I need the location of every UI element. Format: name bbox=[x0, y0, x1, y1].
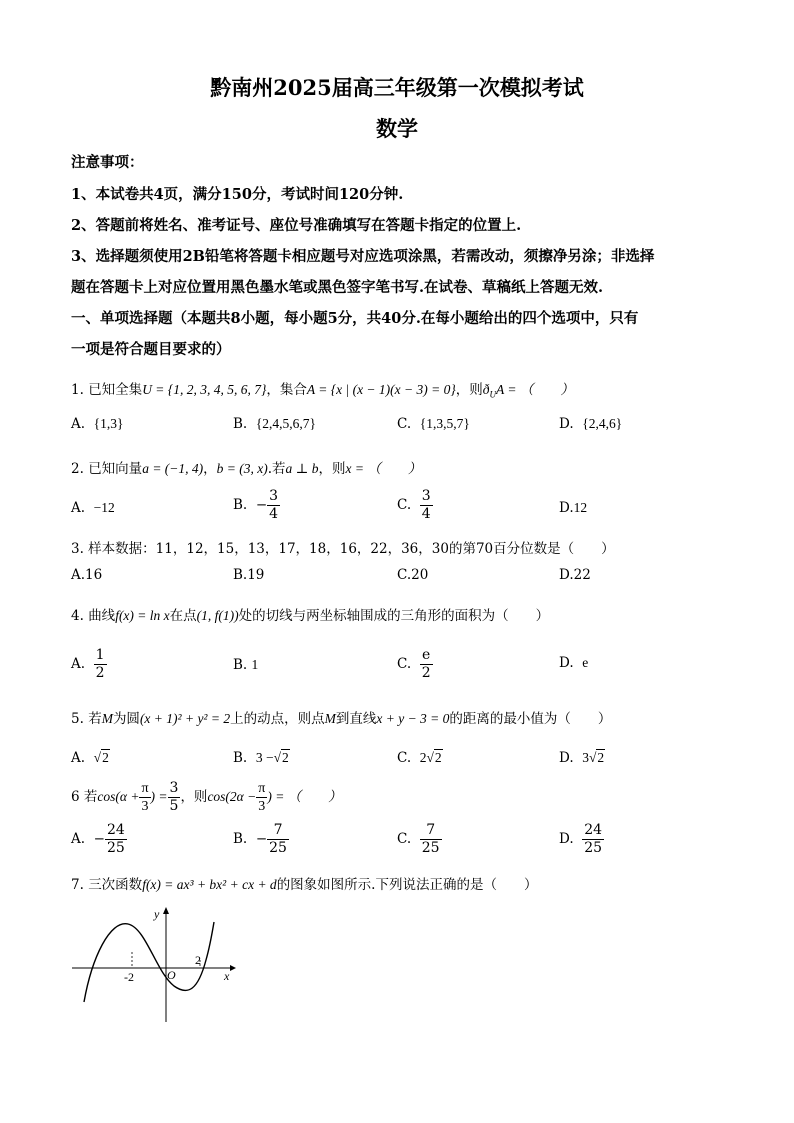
q2-option-d[interactable]: D.12 bbox=[559, 500, 588, 516]
q5-circle-equation: (x + 1)² + y² = 2 bbox=[139, 711, 231, 726]
q4-option-b-value: 1 bbox=[251, 657, 259, 672]
question-7 bbox=[71, 873, 537, 893]
q4-text-1: 曲线 bbox=[88, 608, 116, 624]
q5-text-1: 若 bbox=[88, 711, 102, 727]
q2-option-c-fraction: $\frac{3}{4}$ bbox=[421, 488, 431, 522]
q2-option-c[interactable]: C. $\frac{3}{4}$ bbox=[397, 488, 431, 522]
q5-point-m-2: M bbox=[324, 711, 336, 726]
origin-label: O bbox=[167, 968, 176, 982]
tick-left-label: -2 bbox=[124, 970, 134, 984]
question-4 bbox=[71, 604, 549, 624]
q6-option-d-fraction: $\frac{24}{25}$ bbox=[584, 822, 603, 856]
question-6: 6 若cos(α + $\frac{\pi}{3}$ ) = $\frac{3}{5}$ ，则cos(2α − $\frac{\pi}{3}$ ) = （ ） bbox=[71, 780, 342, 814]
q5-option-b[interactable]: B. 3 −√2 bbox=[233, 750, 289, 766]
y-axis-arrow bbox=[163, 907, 169, 914]
q4-function: f(x) = ln x bbox=[115, 608, 170, 623]
question-2: 2. 已知向量a = (−1, 4)，b = (3, x).若a ⊥ b，则x = （ ） bbox=[71, 461, 422, 477]
q7-text-2: 的图象如图所示.下列说法正确的是（ ） bbox=[276, 877, 538, 893]
q1-text-3: ，则 bbox=[455, 382, 483, 398]
q2-vector-a: a = (−1, 4) bbox=[142, 461, 204, 476]
q7-cubic-graph bbox=[70, 902, 240, 1027]
q4-option-d[interactable]: D. e bbox=[559, 655, 589, 671]
x-axis-arrow bbox=[230, 965, 236, 971]
q3-option-d-value: 22 bbox=[573, 567, 591, 583]
tick-right-label: 2 bbox=[195, 953, 201, 967]
q6-pi-over-3-first: $\frac{\pi}{3}$ bbox=[141, 781, 149, 814]
q1-option-d[interactable]: D. {2,4,6} bbox=[559, 416, 623, 432]
q6-option-c-fraction: $\frac{7}{25}$ bbox=[421, 822, 440, 856]
q1-set-a: A = {x | (x − 1)(x − 3) = 0} bbox=[306, 382, 456, 397]
q2-option-b-fraction: $\frac{3}{4}$ bbox=[269, 488, 279, 522]
q1-option-b[interactable]: B. {2,4,5,6,7} bbox=[233, 416, 317, 432]
section-1-heading-line-1: 一、单项选择题（本题共8小题，每小题5分，共40分.在每小题给出的四个选项中，只有 bbox=[71, 310, 639, 327]
notice-item-3-line-1: 3、选择题须使用2B铅笔将答题卡相应题号对应选项涂黑，若需改动，须擦净另涂；非选择 bbox=[71, 248, 655, 265]
question-3: 3. 样本数据：11，12，15，13，17，18，16，22，36，30的第70百分位数是（ ） bbox=[71, 541, 615, 557]
q6-option-b[interactable]: B. − $\frac{7}{25}$ bbox=[233, 822, 287, 856]
notice-item-2: 2、答题前将姓名、准考证号、座位号准确填写在答题卡指定的位置上. bbox=[71, 217, 522, 234]
q5-option-c[interactable]: C. 2√2 bbox=[397, 750, 442, 766]
q5-option-b-value: 3 −√2 bbox=[255, 750, 289, 765]
q3-option-b[interactable]: B.19 bbox=[233, 567, 265, 583]
q5-option-d-value: 3√2 bbox=[582, 750, 605, 765]
q6-option-a[interactable]: A. − $\frac{24}{25}$ bbox=[71, 822, 125, 856]
q2-text-2: 若 bbox=[272, 461, 286, 477]
q1-complement-symbol: $ð_U$ bbox=[482, 382, 497, 400]
subject-title: 数学 bbox=[376, 116, 418, 141]
q2-option-a-value: −12 bbox=[93, 500, 115, 515]
q6-given-value: $\frac{3}{5}$ bbox=[169, 780, 179, 814]
q7-function: f(x) = ax³ + bx² + cx + d bbox=[142, 877, 277, 892]
q4-option-a[interactable]: A. $\frac{1}{2}$ bbox=[71, 647, 105, 681]
q2-text-3: ，则 bbox=[318, 461, 346, 477]
q1-option-c[interactable]: C. {1,3,5,7} bbox=[397, 416, 470, 432]
notice-item-3-line-2: 题在答题卡上对应位置用黑色墨水笔或黑色签字笔书写.在试卷、草稿纸上答题无效. bbox=[71, 279, 604, 296]
q4-text-3: 处的切线与两坐标轴围成的三角形的面积为（ ） bbox=[238, 608, 550, 624]
q5-text-5: 的距离的最小值为（ ） bbox=[449, 711, 612, 727]
q3-option-c[interactable]: C.20 bbox=[397, 567, 429, 583]
notice-heading: 注意事项： bbox=[71, 154, 144, 171]
q4-option-b[interactable]: B. 1 bbox=[233, 657, 259, 673]
q5-option-c-value: 2√2 bbox=[419, 750, 442, 765]
q6-option-d[interactable]: D. $\frac{24}{25}$ bbox=[559, 822, 603, 856]
notice-item-1: 1、本试卷共4页，满分150分，考试时间120分钟. bbox=[71, 186, 404, 203]
q7-text-1: 三次函数 bbox=[88, 877, 143, 893]
question-1 bbox=[71, 378, 574, 400]
q5-text-2: 为圆 bbox=[112, 711, 140, 727]
q3-option-b-value: 19 bbox=[247, 567, 265, 583]
q4-point: (1, f(1)) bbox=[196, 608, 239, 623]
q5-text-4: 到直线 bbox=[335, 711, 377, 727]
q6-text-1: 若 bbox=[83, 789, 98, 805]
q6-number: 6 bbox=[71, 789, 80, 805]
q1-text-2: ，集合 bbox=[266, 382, 307, 398]
q5-number: 5. bbox=[71, 711, 84, 727]
q2-text-1: 已知向量 bbox=[88, 461, 143, 477]
section-1-heading-line-2: 一项是符合题目要求的） bbox=[71, 341, 231, 358]
q1-number: 1. bbox=[71, 382, 84, 398]
q2-option-d-value: 12 bbox=[573, 500, 588, 515]
question-5 bbox=[71, 707, 611, 727]
q4-option-a-fraction: $\frac{1}{2}$ bbox=[95, 647, 105, 681]
q5-option-d[interactable]: D. 3√2 bbox=[559, 750, 605, 766]
q3-option-a-value: 16 bbox=[85, 567, 103, 583]
q4-option-d-value: e bbox=[582, 655, 589, 670]
q6-text-2: ，则 bbox=[180, 789, 208, 805]
q1-option-c-value: {1,3,5,7} bbox=[419, 416, 470, 431]
q3-option-a[interactable]: A.16 bbox=[71, 567, 103, 583]
q4-option-c[interactable]: C. $\frac{e}{2}$ bbox=[397, 647, 431, 681]
q5-text-3: 上的动点，则点 bbox=[230, 711, 325, 727]
q5-option-a[interactable]: A. √2 bbox=[71, 750, 109, 766]
q6-option-c[interactable]: C. $\frac{7}{25}$ bbox=[397, 822, 440, 856]
x-axis-label: x bbox=[224, 969, 230, 983]
q1-universal-set: U = {1, 2, 3, 4, 5, 6, 7} bbox=[142, 382, 267, 397]
q7-number: 7. bbox=[71, 877, 84, 893]
q2-number: 2. bbox=[71, 461, 84, 477]
q1-option-d-value: {2,4,6} bbox=[582, 416, 623, 431]
q2-option-b[interactable]: B. − $\frac{3}{4}$ bbox=[233, 488, 279, 522]
q6-option-a-fraction: $\frac{24}{25}$ bbox=[106, 822, 125, 856]
exam-title: 黔南州2025届高三年级第一次模拟考试 bbox=[210, 75, 584, 100]
q5-line-equation: x + y − 3 = 0 bbox=[376, 711, 450, 726]
q4-number: 4. bbox=[71, 608, 84, 624]
q1-option-a[interactable]: A. {1,3} bbox=[71, 416, 124, 432]
q6-question-tail: ) = （ ） bbox=[267, 789, 342, 804]
q3-option-d[interactable]: D.22 bbox=[559, 567, 591, 583]
q2-question-tail: x = （ ） bbox=[345, 461, 422, 476]
q2-option-a[interactable]: A. −12 bbox=[71, 500, 115, 516]
q2-perpendicular: a ⊥ b bbox=[285, 461, 319, 476]
q2-vector-b: b = (3, x) bbox=[216, 461, 268, 476]
q6-option-b-fraction: $\frac{7}{25}$ bbox=[269, 822, 287, 856]
y-axis-label: y bbox=[154, 907, 160, 921]
q5-option-a-value: √2 bbox=[93, 750, 109, 765]
q1-question-tail: A = （ ） bbox=[496, 382, 574, 397]
q5-point-m: M bbox=[101, 711, 113, 726]
q1-option-a-value: {1,3} bbox=[93, 416, 124, 431]
q1-option-b-value: {2,4,5,6,7} bbox=[255, 416, 317, 431]
q3-option-c-value: 20 bbox=[411, 567, 429, 583]
q4-option-c-fraction: $\frac{e}{2}$ bbox=[421, 647, 431, 681]
q1-text-1: 已知全集 bbox=[88, 382, 143, 398]
q4-text-2: 在点 bbox=[169, 608, 197, 624]
q6-pi-over-3-second: $\frac{\pi}{3}$ bbox=[258, 781, 266, 814]
